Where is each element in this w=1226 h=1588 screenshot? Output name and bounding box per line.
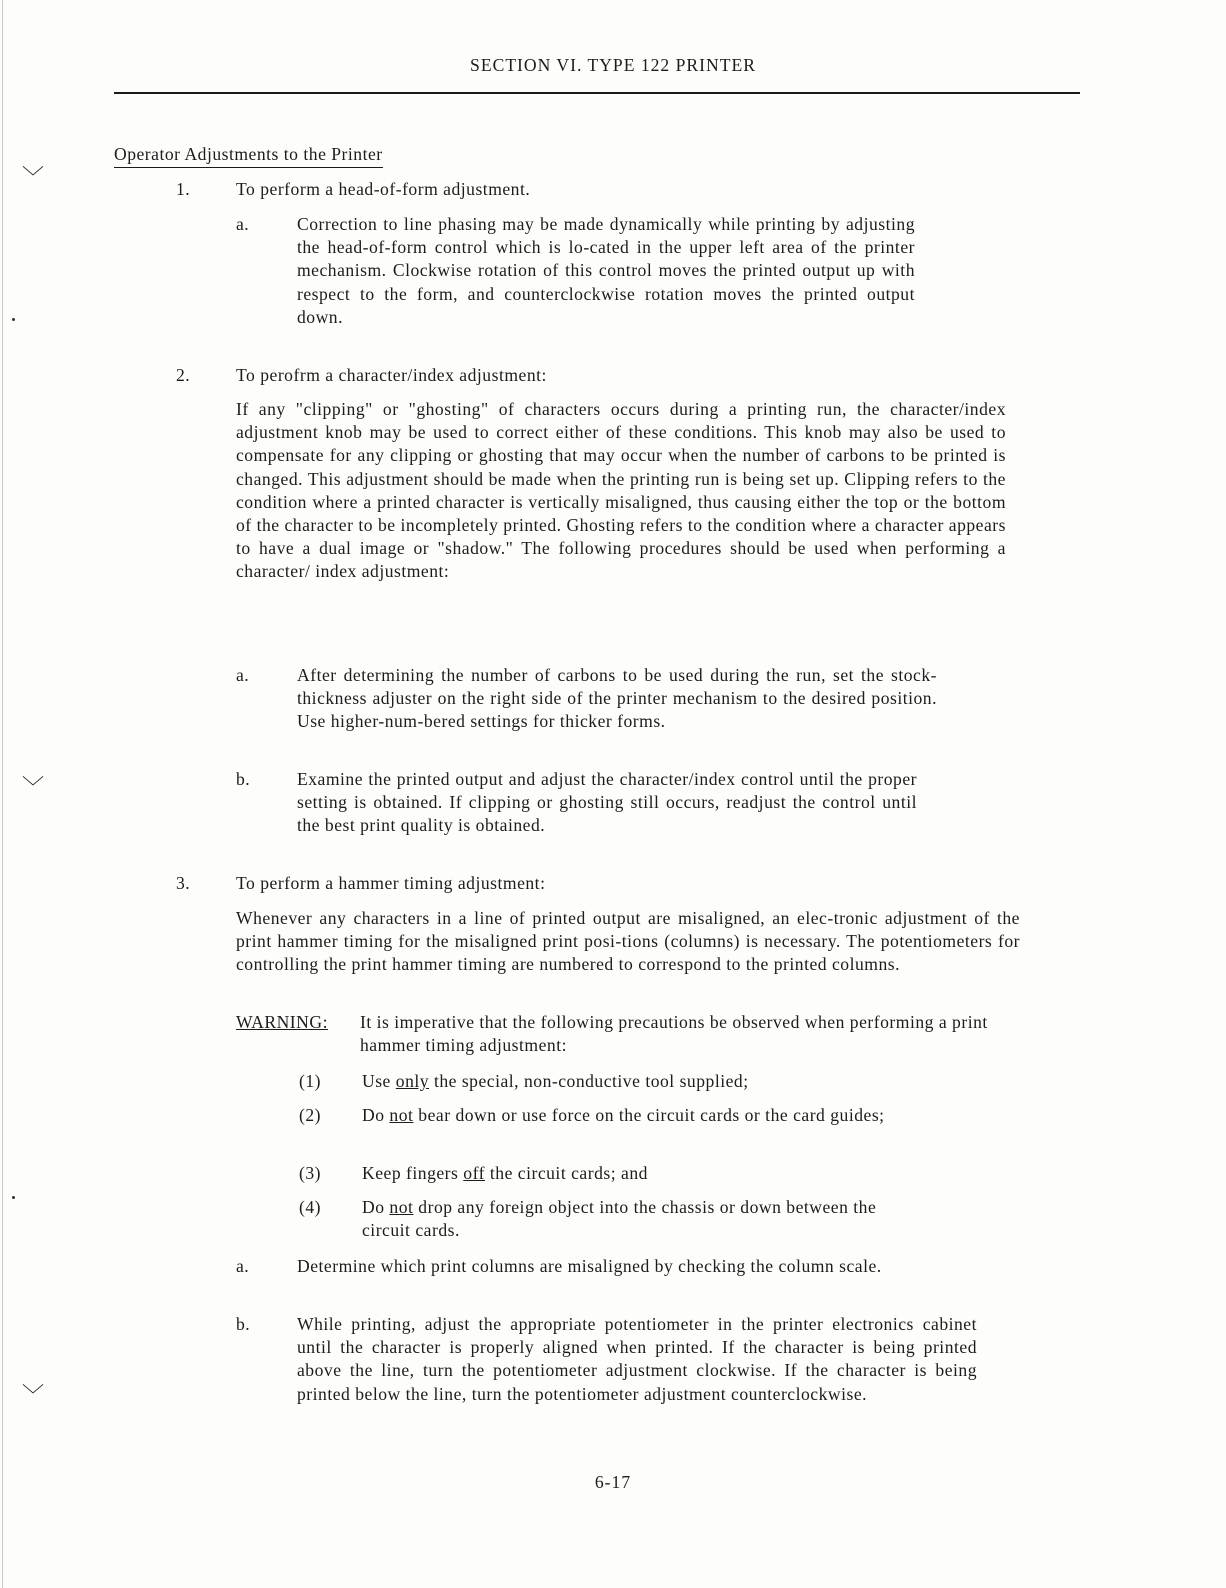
warning-text: It is imperative that the following precautions be observed when performing a print hammer timing adjustment: <box>360 1012 988 1056</box>
header-rule <box>114 92 1080 94</box>
emphasis: only <box>395 1071 430 1091</box>
binder-tick-mark: ﹀ <box>22 776 45 801</box>
precaution-text: Do not bear down or use force on the circuit cards or the card guides; <box>362 1105 885 1125</box>
subitem-letter: a. <box>236 665 250 685</box>
subitem-letter: b. <box>236 769 251 789</box>
precaution-number: (3) <box>299 1163 322 1183</box>
emphasis: not <box>389 1105 414 1125</box>
subitem-letter: b. <box>236 1314 251 1334</box>
warning-label: WARNING: <box>236 1012 328 1032</box>
scan-edge-line <box>2 0 3 1588</box>
page-number: 6-17 <box>594 1472 632 1492</box>
subitem-text: Determine which print columns are misaligned by checking the column scale. <box>297 1256 882 1276</box>
item-number: 2. <box>176 365 191 385</box>
subitem-text: Examine the printed output and adjust the character/index control until the proper setting is obtained. If clipping or ghosting still occurs, readjust the control until the best print quality is obtained. <box>297 769 917 836</box>
item-heading: To perform a head-of-form adjustment. <box>236 179 531 199</box>
precaution-number: (2) <box>299 1105 322 1125</box>
item-paragraph: If any "clipping" or "ghosting" of characters occurs during a printing run, the character/index adjustment knob may be used to correct either of these conditions. This knob may also be used to compensate for any clipping or ghosting that may occur when the number of carbons to be printed is changed. This adjustment should be made when the printing run is being set up. Clipping refers to the condition where a printed character is vertically misaligned, thus causing either the top or the bottom of the character to be incompletely printed. Ghosting refers to the condition where a character appears to have a dual image or "shadow." The following procedures should be used when performing a character/ index adjustment: <box>236 399 1006 582</box>
precaution-number: (1) <box>299 1071 322 1091</box>
section-title: Operator Adjustments to the Printer <box>114 143 383 168</box>
subitem-text: Correction to line phasing may be made dynamically while printing by adjusting the head-of-form control which is lo-cated in the upper left area of the printer mechanism. Clockwise rotation of this control moves the printed output up with respect to the form, and counterclockwise rotation moves the printed output down. <box>297 214 915 327</box>
item-number: 3. <box>176 873 191 893</box>
binder-tick-mark: ﹀ <box>22 1384 45 1409</box>
item-heading: To perofrm a character/index adjustment: <box>236 365 547 385</box>
subitem-letter: a. <box>236 1256 250 1276</box>
precaution-text: Use only the special, non-conductive tool supplied; <box>362 1071 749 1091</box>
item-heading: To perform a hammer timing adjustment: <box>236 873 546 893</box>
subitem-text: After determining the number of carbons to be used during the run, set the stock-thickness adjuster on the right side of the printer mechanism to the desired position. Use higher-num-bered settings for thicker forms. <box>297 665 937 732</box>
scan-speck <box>12 318 15 321</box>
emphasis: not <box>389 1197 414 1217</box>
subitem-letter: a. <box>236 214 250 234</box>
precaution-text: Do not drop any foreign object into the chassis or down between the circuit cards. <box>362 1197 877 1241</box>
precaution-number: (4) <box>299 1197 322 1217</box>
subitem-text: While printing, adjust the appropriate potentiometer in the printer electronics cabinet until the character is properly aligned when printed. If the character is being printed above the line, turn the potentiometer adjustment clockwise. If the character is being printed below the line, turn the potentiometer adjustment counterclockwise. <box>297 1314 977 1404</box>
item-number: 1. <box>176 179 191 199</box>
binder-tick-mark: ﹀ <box>22 166 45 191</box>
scan-speck <box>12 1196 15 1199</box>
item-paragraph: Whenever any characters in a line of printed output are misaligned, an elec-tronic adjustment of the print hammer timing for the misaligned print posi-tions (columns) is necessary. The potentiometers for controlling the print hammer timing are numbered to correspond to the printed columns. <box>236 908 1020 975</box>
page-header: SECTION VI. TYPE 122 PRINTER <box>470 55 756 75</box>
emphasis: off <box>463 1163 485 1183</box>
precaution-text: Keep fingers off the circuit cards; and <box>362 1163 648 1183</box>
